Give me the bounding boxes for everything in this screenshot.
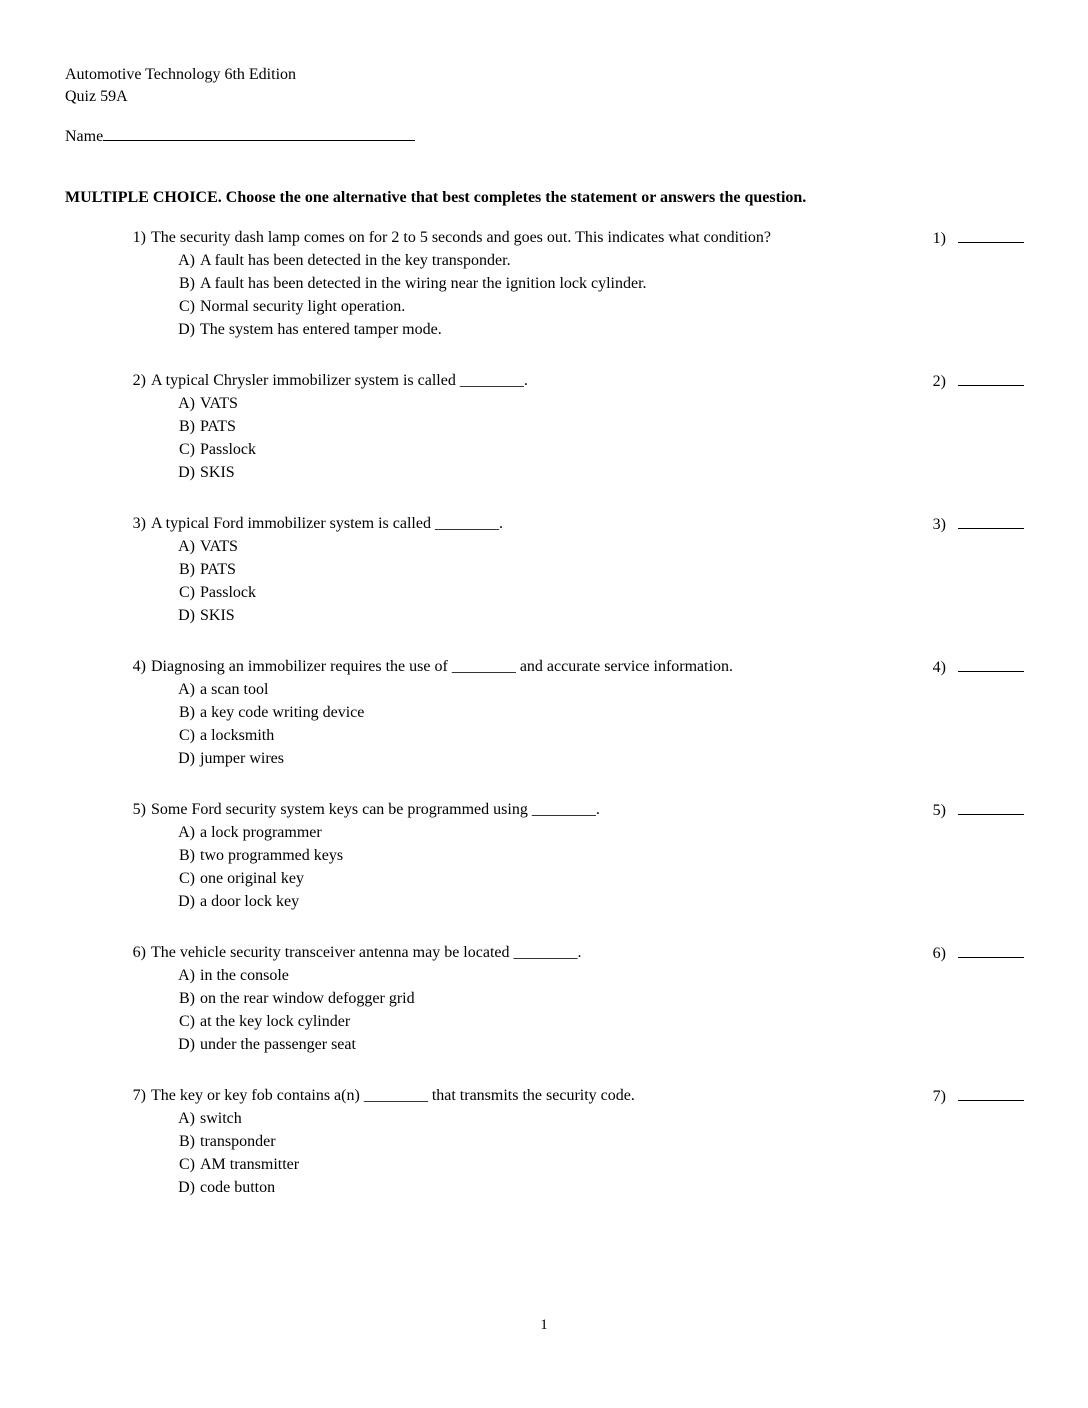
option-item xyxy=(175,987,854,1010)
option-label: A) xyxy=(178,538,195,555)
questions-list xyxy=(128,226,1024,1199)
option-item xyxy=(175,844,854,867)
option-text: switch xyxy=(200,1110,242,1127)
question-number: 4) xyxy=(132,658,146,675)
question-text: The vehicle security transceiver antenna may be located ________. xyxy=(151,944,582,961)
option-label: C) xyxy=(179,298,195,315)
name-blank-line[interactable] xyxy=(103,125,415,141)
name-row xyxy=(65,125,1024,148)
option-text: A fault has been detected in the key transponder. xyxy=(200,252,511,269)
answer-area xyxy=(928,798,1024,822)
option-text: The system has entered tamper mode. xyxy=(200,321,442,338)
answer-number: 5) xyxy=(932,802,946,819)
option-item xyxy=(175,438,854,461)
option-item xyxy=(175,821,854,844)
answer-blank-line[interactable] xyxy=(958,369,1024,386)
answer-area xyxy=(928,226,1024,250)
question-line xyxy=(128,1084,854,1107)
question-item xyxy=(128,1084,1024,1199)
option-label: B) xyxy=(179,1133,195,1150)
question-number: 7) xyxy=(132,1087,146,1104)
option-text: transponder xyxy=(200,1133,276,1150)
option-item xyxy=(175,415,854,438)
question-line xyxy=(128,941,854,964)
question-number: 6) xyxy=(132,944,146,961)
option-item xyxy=(175,1130,854,1153)
option-item xyxy=(175,747,854,770)
option-item xyxy=(175,890,854,913)
option-text: SKIS xyxy=(200,607,235,624)
answer-blank-line[interactable] xyxy=(958,941,1024,958)
options-list xyxy=(175,249,854,341)
option-item xyxy=(175,1107,854,1130)
answer-blank-line[interactable] xyxy=(958,655,1024,672)
option-item xyxy=(175,701,854,724)
option-item xyxy=(175,295,854,318)
option-item xyxy=(175,535,854,558)
question-text: A typical Chrysler immobilizer system is called ________. xyxy=(151,372,528,389)
option-item xyxy=(175,249,854,272)
option-item xyxy=(175,1033,854,1056)
option-text: a key code writing device xyxy=(200,704,365,721)
options-list xyxy=(175,821,854,913)
option-text: VATS xyxy=(200,395,238,412)
name-label: Name xyxy=(65,128,104,145)
option-text: a lock programmer xyxy=(200,824,322,841)
answer-blank-line[interactable] xyxy=(958,226,1024,243)
question-line xyxy=(128,369,854,392)
option-text: two programmed keys xyxy=(200,847,344,864)
question-line xyxy=(128,798,854,821)
answer-number: 7) xyxy=(932,1088,946,1105)
option-item xyxy=(175,964,854,987)
option-item xyxy=(175,581,854,604)
option-label: D) xyxy=(178,607,195,624)
option-text: code button xyxy=(200,1179,276,1196)
document-title: Automotive Technology 6th Edition xyxy=(65,66,297,83)
document-header xyxy=(65,64,1024,108)
option-label: B) xyxy=(179,418,195,435)
option-label: C) xyxy=(179,727,195,744)
option-label: B) xyxy=(179,704,195,721)
section-title: MULTIPLE CHOICE. Choose the one alternative that best completes the statement or answers the question. xyxy=(65,189,807,206)
option-text: jumper wires xyxy=(200,750,284,767)
page-number: 1 xyxy=(540,1317,548,1333)
answer-blank-line[interactable] xyxy=(958,798,1024,815)
option-label: C) xyxy=(179,870,195,887)
answer-number: 4) xyxy=(932,659,946,676)
option-text: Normal security light operation. xyxy=(200,298,406,315)
answer-number: 6) xyxy=(932,945,946,962)
answer-blank-line[interactable] xyxy=(958,512,1024,529)
question-text: The key or key fob contains a(n) ________ that transmits the security code. xyxy=(151,1087,635,1104)
option-text: VATS xyxy=(200,538,238,555)
option-text: Passlock xyxy=(200,584,256,601)
option-label: A) xyxy=(178,252,195,269)
option-text: a scan tool xyxy=(200,681,269,698)
option-label: D) xyxy=(178,321,195,338)
question-text: A typical Ford immobilizer system is called ________. xyxy=(151,515,503,532)
option-label: D) xyxy=(178,1179,195,1196)
option-text: Passlock xyxy=(200,441,256,458)
option-item xyxy=(175,678,854,701)
option-text: one original key xyxy=(200,870,304,887)
question-item xyxy=(128,798,1024,913)
option-text: a locksmith xyxy=(200,727,275,744)
option-label: D) xyxy=(178,750,195,767)
answer-area xyxy=(928,655,1024,679)
option-label: D) xyxy=(178,464,195,481)
answer-area xyxy=(928,1084,1024,1108)
option-text: SKIS xyxy=(200,464,235,481)
option-label: B) xyxy=(179,990,195,1007)
option-item xyxy=(175,461,854,484)
option-label: C) xyxy=(179,1013,195,1030)
question-item xyxy=(128,226,1024,341)
answer-area xyxy=(928,941,1024,965)
option-label: D) xyxy=(178,893,195,910)
question-line xyxy=(128,512,854,535)
question-number: 2) xyxy=(132,372,146,389)
option-text: at the key lock cylinder xyxy=(200,1013,351,1030)
options-list xyxy=(175,535,854,627)
option-label: A) xyxy=(178,681,195,698)
question-item xyxy=(128,512,1024,627)
option-text: PATS xyxy=(200,561,236,578)
option-item xyxy=(175,558,854,581)
option-label: A) xyxy=(178,824,195,841)
answer-area xyxy=(928,369,1024,393)
option-text: A fault has been detected in the wiring near the ignition lock cylinder. xyxy=(200,275,647,292)
option-label: B) xyxy=(179,847,195,864)
question-number: 3) xyxy=(132,515,146,532)
question-item xyxy=(128,941,1024,1056)
option-text: AM transmitter xyxy=(200,1156,300,1173)
question-text: The security dash lamp comes on for 2 to 5 seconds and goes out. This indicates what condition? xyxy=(151,229,772,246)
option-item xyxy=(175,1153,854,1176)
option-label: C) xyxy=(179,584,195,601)
option-item xyxy=(175,724,854,747)
option-text: under the passenger seat xyxy=(200,1036,356,1053)
option-label: A) xyxy=(178,1110,195,1127)
answer-number: 1) xyxy=(932,230,946,247)
option-item xyxy=(175,272,854,295)
option-text: PATS xyxy=(200,418,236,435)
option-item xyxy=(175,604,854,627)
option-text: a door lock key xyxy=(200,893,300,910)
question-line xyxy=(128,655,854,678)
answer-number: 2) xyxy=(932,373,946,390)
option-item xyxy=(175,392,854,415)
options-list xyxy=(175,678,854,770)
option-label: A) xyxy=(178,967,195,984)
option-item xyxy=(175,1010,854,1033)
options-list xyxy=(175,1107,854,1199)
option-item xyxy=(175,867,854,890)
option-item xyxy=(175,318,854,341)
option-label: C) xyxy=(179,1156,195,1173)
options-list xyxy=(175,964,854,1056)
question-line xyxy=(128,226,854,249)
question-item xyxy=(128,369,1024,484)
question-text: Diagnosing an immobilizer requires the use of ________ and accurate service information. xyxy=(151,658,734,675)
answer-blank-line[interactable] xyxy=(958,1084,1024,1101)
question-item xyxy=(128,655,1024,770)
option-item xyxy=(175,1176,854,1199)
answer-number: 3) xyxy=(932,516,946,533)
quiz-number: Quiz 59A xyxy=(65,88,128,105)
option-label: B) xyxy=(179,275,195,292)
option-label: C) xyxy=(179,441,195,458)
options-list xyxy=(175,392,854,484)
question-text: Some Ford security system keys can be programmed using ________. xyxy=(151,801,600,818)
option-label: D) xyxy=(178,1036,195,1053)
option-text: on the rear window defogger grid xyxy=(200,990,415,1007)
option-text: in the console xyxy=(200,967,289,984)
option-label: A) xyxy=(178,395,195,412)
option-label: B) xyxy=(179,561,195,578)
answer-area xyxy=(928,512,1024,536)
question-number: 5) xyxy=(132,801,146,818)
question-number: 1) xyxy=(132,229,146,246)
